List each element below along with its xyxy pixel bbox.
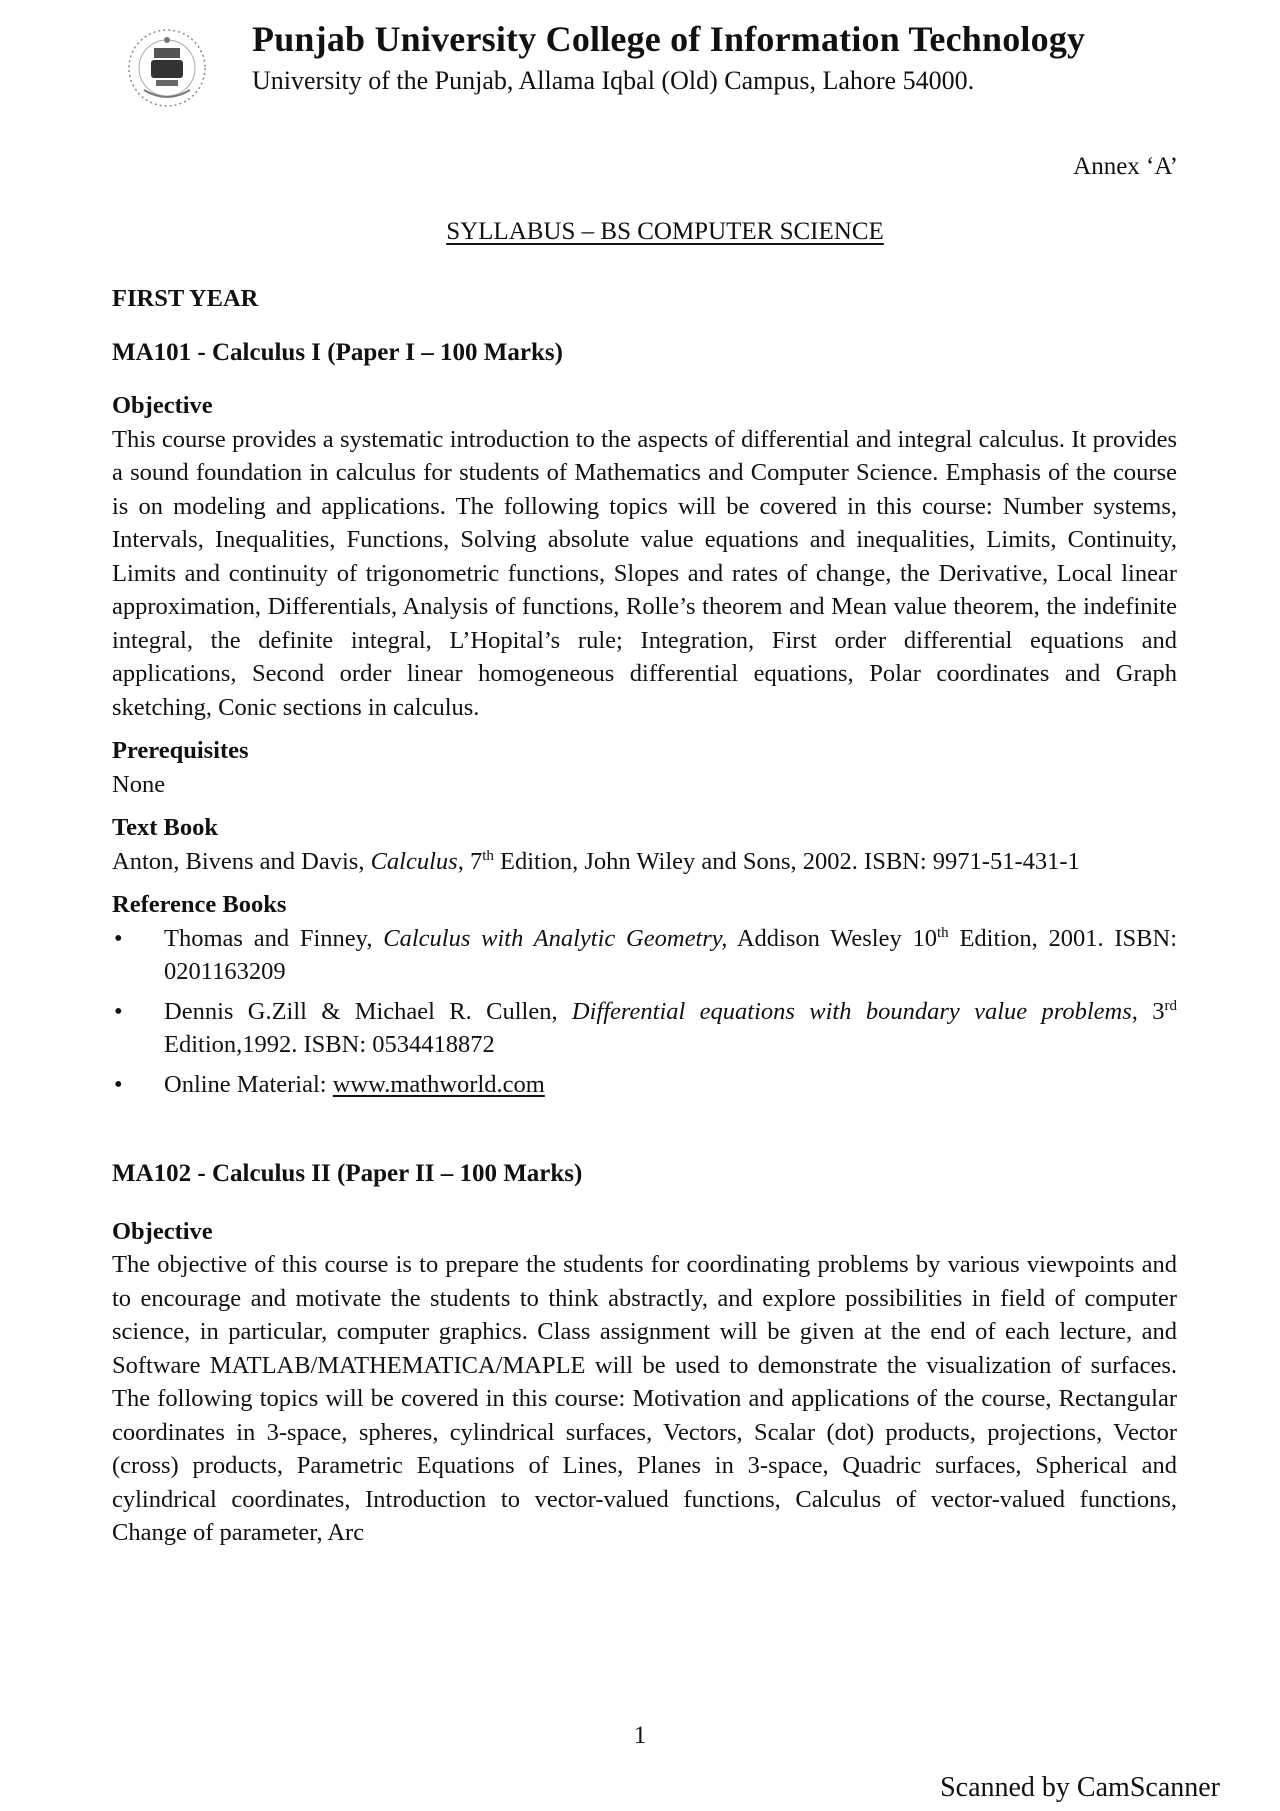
objective-heading: Objective — [112, 392, 213, 419]
online-material-label: Online Material: — [164, 1070, 327, 1098]
reference-authors: Thomas and Finney, — [164, 924, 373, 952]
page-title — [0, 218, 1280, 246]
university-address: University of the Punjab, Allama Iqbal (Old) Campus, Lahore 54000. — [252, 66, 975, 95]
reference-item — [112, 995, 1177, 1062]
year-heading: FIRST YEAR — [112, 285, 259, 312]
syllabus-content — [112, 282, 1177, 1550]
reference-authors: Dennis G.Zill & Michael R. Cullen, — [164, 997, 558, 1025]
textbook-title: Calculus, — [370, 847, 464, 875]
university-crest-icon — [124, 18, 210, 118]
objective-text: This course provides a systematic introduction to the aspects of differential and integral calculus. It provides a sound foundation in calculus for students of Mathematics and Computer Science. Emphasis of the course is on modeling and applications. The following topics will be covered in this course: Number systems, Intervals, Inequalities, Functions, Solving absolute value equations and inequalities, Limits, Continuity, Limits and continuity of trigonometric functions, Slopes and rates of change, the Derivative, Local linear approximation, Differentials, Analysis of functions, Rolle’s theorem and Mean value theorem, the indefinite integral, the definite integral, L’Hopital’s rule; Integration, First order differential equations and applications, Second order linear homogeneous differential equations, Polar coordinates and Graph sketching, Conic sections in calculus. — [112, 425, 1177, 721]
reference-publisher: , 3 — [1131, 997, 1165, 1025]
annex-label: Annex ‘A’ — [1073, 153, 1178, 180]
textbook-publisher: Edition, John Wiley and Sons, 2002. ISBN: 9971-51-431-1 — [500, 847, 1080, 875]
objective-text: The objective of this course is to prepare the students for coordinating problems by various viewpoints and to encourage and motivate the students to think abstractly, and explore possibilities in field of computer science, in particular, computer graphics. Class assignment will be given at the end of each lecture, and Software MATLAB/MATHEMATICA/MAPLE will be used to demonstrate the visualization of surfaces. The following topics will be covered in this course: Motivation and applications of the course, Rectangular coordinates in 3-space, spheres, cylindrical surfaces, Vectors, Scalar (dot) products, projections, Vector (cross) products, Parametric Equations of Lines, Planes in 3-space, Quadric surfaces, Spherical and cylindrical coordinates, Introduction to vector-valued functions, Calculus of vector-valued functions, Change of parameter, Arc — [112, 1251, 1177, 1546]
prerequisites-heading: Prerequisites — [112, 737, 249, 764]
university-name: Punjab University College of Information Technology — [252, 19, 1086, 59]
reference-edition-suffix: rd — [1164, 997, 1177, 1014]
letterhead — [120, 12, 1180, 122]
textbook-authors: Anton, Bivens and Davis, — [112, 847, 365, 875]
reference-list — [112, 922, 1177, 1102]
course-title: MA102 - Calculus II (Paper II – 100 Marks) — [112, 1160, 583, 1187]
reference-edition-suffix: th — [937, 924, 949, 941]
textbook-edition: 7 — [469, 847, 483, 875]
reference-edition: Edition,1992. ISBN: 0534418872 — [164, 1031, 495, 1058]
reference-title: Calculus with Analytic Geometry, — [383, 924, 728, 952]
syllabus-title: SYLLABUS – BS COMPUTER SCIENCE — [446, 218, 884, 245]
page-number: 1 — [633, 1722, 647, 1749]
textbook-heading: Text Book — [112, 814, 218, 841]
reference-title: Differential equations with boundary value problems — [571, 997, 1132, 1025]
prerequisites-text: None — [112, 770, 166, 798]
camscanner-watermark: Scanned by CamScanner — [940, 1772, 1220, 1803]
reference-edition: Edition, 2001. ISBN: 0201163209 — [164, 924, 1178, 985]
reference-item — [112, 1068, 1177, 1102]
course-title: MA101 - Calculus I (Paper I – 100 Marks) — [112, 338, 563, 366]
textbook-edition-suffix: th — [482, 847, 494, 864]
reference-item — [112, 922, 1177, 989]
objective-heading: Objective — [112, 1217, 213, 1245]
textbook-entry — [112, 845, 1177, 879]
reference-books-heading: Reference Books — [112, 891, 287, 918]
reference-publisher: Addison Wesley 10 — [736, 924, 937, 952]
mathworld-link[interactable]: www.mathworld.com — [332, 1070, 545, 1098]
